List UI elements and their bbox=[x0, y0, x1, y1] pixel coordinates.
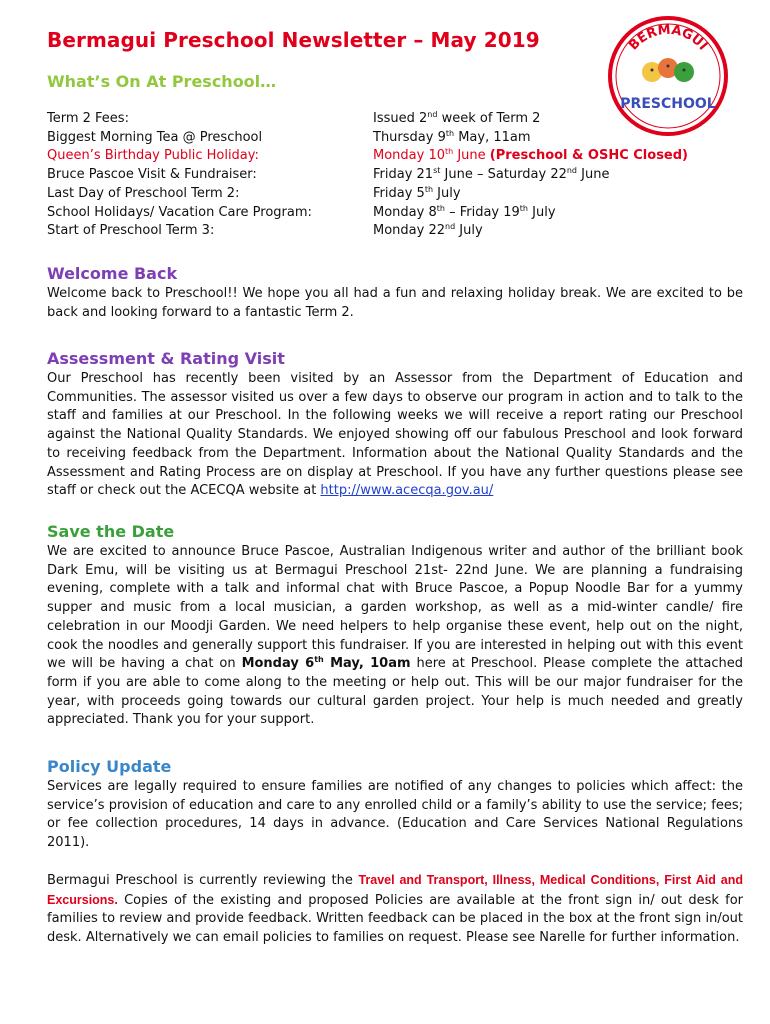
event-row bbox=[47, 110, 747, 129]
event-date: Friday 5th July bbox=[373, 184, 461, 201]
event-date: Monday 10th June (Preschool & OSHC Closed) bbox=[373, 147, 688, 164]
policy-text-1: Services are legally required to ensure families are notified of any changes to policies which affect: the service’s provision of education and care to any enrolled child or a family’s ability to use the service; fees; or fee collection procedures, 14 days in advance. (Education and Care Services National Regulations 2011). bbox=[47, 779, 743, 851]
welcome-heading: Welcome Back bbox=[47, 264, 178, 283]
policy-text-2: Bermagui Preschool is currently reviewing the Travel and Transport, Illness, Medical Conditions, First Aid and Excursions. Copies of the existing and proposed Policies are available at the front sign in/ out desk for families to review and provide feedback. Written feedback can be placed in the box at the front sign in/out desk. Alternatively we can email policies to families on request. Please see Narelle for further information. bbox=[47, 872, 743, 945]
event-label: Bruce Pascoe Visit & Fundraiser: bbox=[47, 167, 257, 183]
event-label: Last Day of Preschool Term 2: bbox=[47, 185, 240, 201]
event-row bbox=[47, 222, 747, 241]
event-label: Start of Preschool Term 3: bbox=[47, 223, 215, 239]
acecqa-link[interactable]: http://www.acecqa.gov.au/ bbox=[320, 483, 494, 499]
save-date-section bbox=[47, 522, 743, 730]
welcome-section bbox=[47, 264, 743, 322]
assessment-text: Our Preschool has recently been visited by an Assessor from the Department of Education and Communities. The assessor visited us over a few days to observe our program in action and to talk to the staff and families at our Preschool. In the following weeks we will receive a report rating our Preschool against the National Quality Standards. We enjoyed showing off our fabulous Preschool and look forward to receiving feedback from the Department. Information about the National Quality Standards and the Assessment and Rating Process are on display at Preschool. If you have any further questions please see staff or check out the ACECQA website at http://www.acecqa.gov.au/ bbox=[47, 371, 743, 499]
event-label: Biggest Morning Tea @ Preschool bbox=[47, 129, 263, 145]
policy-list: Travel and Transport, Illness, Medical Conditions, First Aid and Excursions. bbox=[47, 872, 743, 907]
logo-bottom-text: PRESCHOOL bbox=[620, 96, 716, 112]
newsletter-title: Bermagui Preschool Newsletter – May 2019 bbox=[47, 28, 540, 52]
event-label: Term 2 Fees: bbox=[47, 111, 129, 126]
event-date: Monday 22nd July bbox=[373, 222, 483, 239]
save-date-text: We are excited to announce Bruce Pascoe, Australian Indigenous writer and author of the brilliant book Dark Emu, will be visiting us at Bermagui Preschool 21st- 22nd June. We are planning a fundraising evening, complete with a talk and informal chat with Bruce Pascoe, a Popup Noodle Bar for a yummy supper and music from a local musician, a garden workshop, as well as a mid-winter candle/ fire celebration in our Moodji Garden. We need helpers to help organise these event, help out on the night, cook the noodles and generally support this fundraiser. If you are interested in helping out with this event we will be having a chat on Monday 6th May, 10am here at Preschool. Please complete the attached form if you are able to come along to the meeting or help out. This will be our major fundraiser for the year, with proceeds going towards our cultural garden project. Your help is much needed and greatly appreciated. Thank you for your support. bbox=[47, 544, 743, 728]
policy-section bbox=[47, 757, 743, 948]
assessment-heading: Assessment & Rating Visit bbox=[47, 349, 285, 368]
event-label: School Holidays/ Vacation Care Program: bbox=[47, 204, 312, 220]
policy-heading: Policy Update bbox=[47, 757, 172, 776]
event-date: Issued 2nd week of Term 2 bbox=[373, 110, 541, 126]
event-date: Friday 21st June – Saturday 22nd June bbox=[373, 166, 610, 183]
event-label: Queen’s Birthday Public Holiday: bbox=[47, 148, 259, 164]
meeting-date: Monday 6th May, 10am bbox=[241, 655, 411, 672]
event-row bbox=[47, 204, 747, 223]
save-date-heading: Save the Date bbox=[47, 522, 175, 541]
event-date: Thursday 9th May, 11am bbox=[373, 128, 531, 145]
events-list bbox=[47, 110, 747, 241]
event-row bbox=[47, 147, 747, 166]
event-row bbox=[47, 166, 747, 185]
event-row bbox=[47, 129, 747, 148]
closed-note: (Preschool & OSHC Closed) bbox=[489, 148, 688, 164]
event-date: Monday 8th – Friday 19th July bbox=[373, 203, 556, 220]
welcome-text: Welcome back to Preschool!! We hope you all had a fun and relaxing holiday break. We are excited to be back and looking forward to a fantastic Term 2. bbox=[47, 286, 743, 320]
whats-on-heading: What’s On At Preschool… bbox=[47, 72, 277, 91]
logo-top-text: BERMAGUI bbox=[626, 22, 711, 54]
assessment-section bbox=[47, 349, 743, 501]
event-row bbox=[47, 185, 747, 204]
